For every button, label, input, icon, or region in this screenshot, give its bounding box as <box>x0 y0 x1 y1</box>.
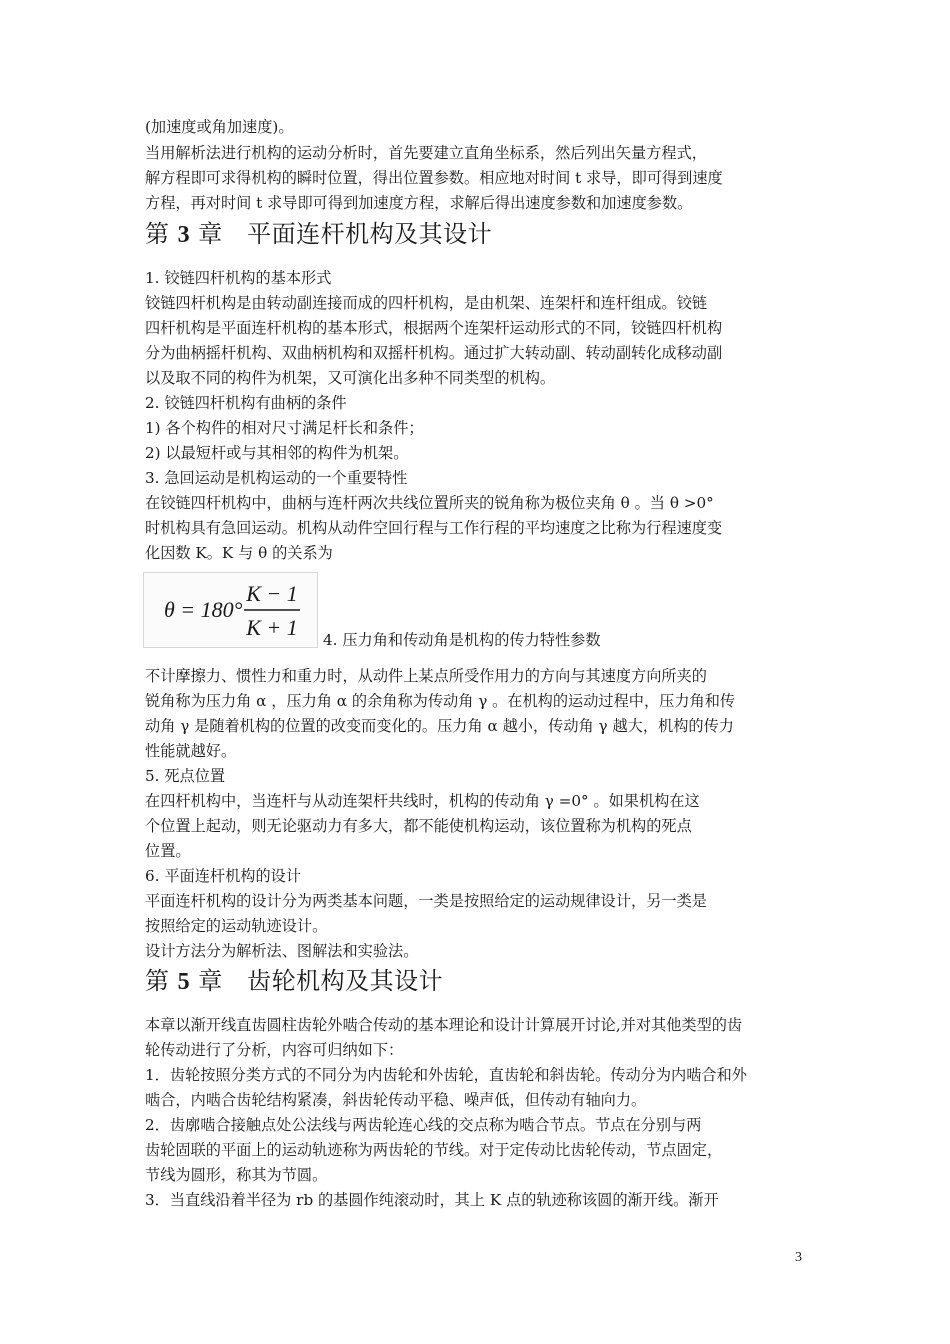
section-heading: 2. 铰链四杆机构有曲柄的条件 <box>145 394 347 412</box>
text-line: 3．当直线沿着半径为 rb 的基圆作纯滚动时，其上 K 点的轨迹称该圆的渐开线。渐开 <box>145 1191 719 1209</box>
text-line: 解方程即可求得机构的瞬时位置，得出位置参数。相应地对时间 t 求导，即可得到速度 <box>145 169 723 187</box>
text-line: 个位置上起动，则无论驱动力有多大，都不能使机构运动，该位置称为机构的死点 <box>145 817 692 835</box>
section-heading: 3. 急回运动是机构运动的一个重要特性 <box>145 469 408 487</box>
text-line: 当用解析法进行机构的运动分析时，首先要建立直角坐标系，然后列出矢量方程式， <box>145 144 707 162</box>
text-line: 铰链四杆机构是由转动副连接而成的四杆机构，是由机架、连架杆和连杆组成。铰链 <box>145 294 707 312</box>
text-line: 在四杆机构中，当连杆与从动连架杆共线时，机构的传动角 γ =0° 。如果机构在这 <box>145 792 700 810</box>
text-line: 化因数 K。K 与 θ 的关系为 <box>145 544 333 562</box>
formula-lhs: θ = 180° <box>164 597 243 622</box>
heading-number: 5 <box>177 969 191 995</box>
heading-suffix: 章 <box>198 967 223 995</box>
text-line: 齿轮固联的平面上的运动轨迹称为两齿轮的节线。对于定传动比齿轮传动，节点固定， <box>145 1141 723 1159</box>
formula-denominator: K + 1 <box>246 615 298 640</box>
page-number: 3 <box>795 1250 802 1265</box>
text-line: 本章以渐开线直齿圆柱齿轮外啮合传动的基本理论和设计计算展开讨论,并对其他类型的齿 <box>145 1016 743 1034</box>
list-item: 2) 以最短杆或与其相邻的构件为机架。 <box>145 444 409 462</box>
heading-prefix: 第 <box>145 967 170 995</box>
text-line: (加速度或角加速度)。 <box>145 118 294 136</box>
text-line: 啮合，内啮合齿轮结构紧凑，斜齿轮传动平稳、噪声低，但传动有轴向力。 <box>145 1091 647 1109</box>
formula-numerator: K − 1 <box>246 581 298 606</box>
chapter-5-heading <box>145 966 443 997</box>
section-heading: 5. 死点位置 <box>145 767 226 785</box>
text-line: 分为曲柄摇杆机构、双曲柄机构和双摇杆机构。通过扩大转动副、转动副转化成移动副 <box>145 344 723 362</box>
heading-title: 齿轮机构及其设计 <box>247 967 444 995</box>
formula-image <box>143 572 318 648</box>
text-line: 时机构具有急回运动。机构从动件空回行程与工作行程的平均速度之比称为行程速度变 <box>145 519 723 537</box>
text-line: 设计方法分为解析法、图解法和实验法。 <box>145 942 419 960</box>
heading-number: 3 <box>177 222 191 248</box>
text-line: 节线为圆形，称其为节圆。 <box>145 1166 328 1184</box>
heading-prefix: 第 <box>145 220 170 248</box>
text-line: 以及取不同的构件为机架，又可演化出多种不同类型的机构。 <box>145 369 556 387</box>
text-line: 方程，再对时间 t 求导即可得到加速度方程，求解后得出速度参数和加速度参数。 <box>145 194 693 212</box>
text-line: 轮传动进行了分析，内容可归纳如下： <box>145 1041 404 1059</box>
text-line: 动角 γ 是随着机构的位置的改变而变化的。压力角 α 越小，传动角 γ 越大，机构的传力 <box>145 717 734 735</box>
text-line: 位置。 <box>145 842 191 860</box>
text-line: 不计摩擦力、惯性力和重力时，从动件上某点所受作用力的方向与其速度方向所夹的 <box>145 667 707 685</box>
text-line: 锐角称为压力角 α ，压力角 α 的余角称为传动角 γ 。在机构的运动过程中，压力角和传 <box>145 692 736 710</box>
text-line: 2．齿廓啮合接触点处公法线与两齿轮连心线的交点称为啮合节点。节点在分别与两 <box>145 1116 702 1134</box>
text-line: 在铰链四杆机构中，曲柄与连杆两次共线位置所夹的锐角称为极位夹角 θ 。当 θ >0° <box>145 494 714 512</box>
section-heading: 1. 铰链四杆机构的基本形式 <box>145 269 332 287</box>
text-line: 1．齿轮按照分类方式的不同分为内齿轮和外齿轮，直齿轮和斜齿轮。传动分为内啮合和外 <box>145 1066 747 1084</box>
section-heading: 6. 平面连杆机构的设计 <box>145 867 302 885</box>
text-line: 性能就越好。 <box>145 742 237 760</box>
list-item: 1) 各个构件的相对尺寸满足杆长和条件； <box>145 419 424 437</box>
chapter-3-heading <box>145 219 492 250</box>
heading-suffix: 章 <box>198 220 223 248</box>
heading-title: 平面连杆机构及其设计 <box>247 220 493 248</box>
text-line: 平面连杆机构的设计分为两类基本问题，一类是按照给定的运动规律设计，另一类是 <box>145 892 707 910</box>
section-heading: 4. 压力角和传动角是机构的传力特性参数 <box>323 631 601 649</box>
text-line: 四杆机构是平面连杆机构的基本形式，根据两个连架杆运动形式的不同，铰链四杆机构 <box>145 319 723 337</box>
text-line: 按照给定的运动轨迹设计。 <box>145 917 328 935</box>
